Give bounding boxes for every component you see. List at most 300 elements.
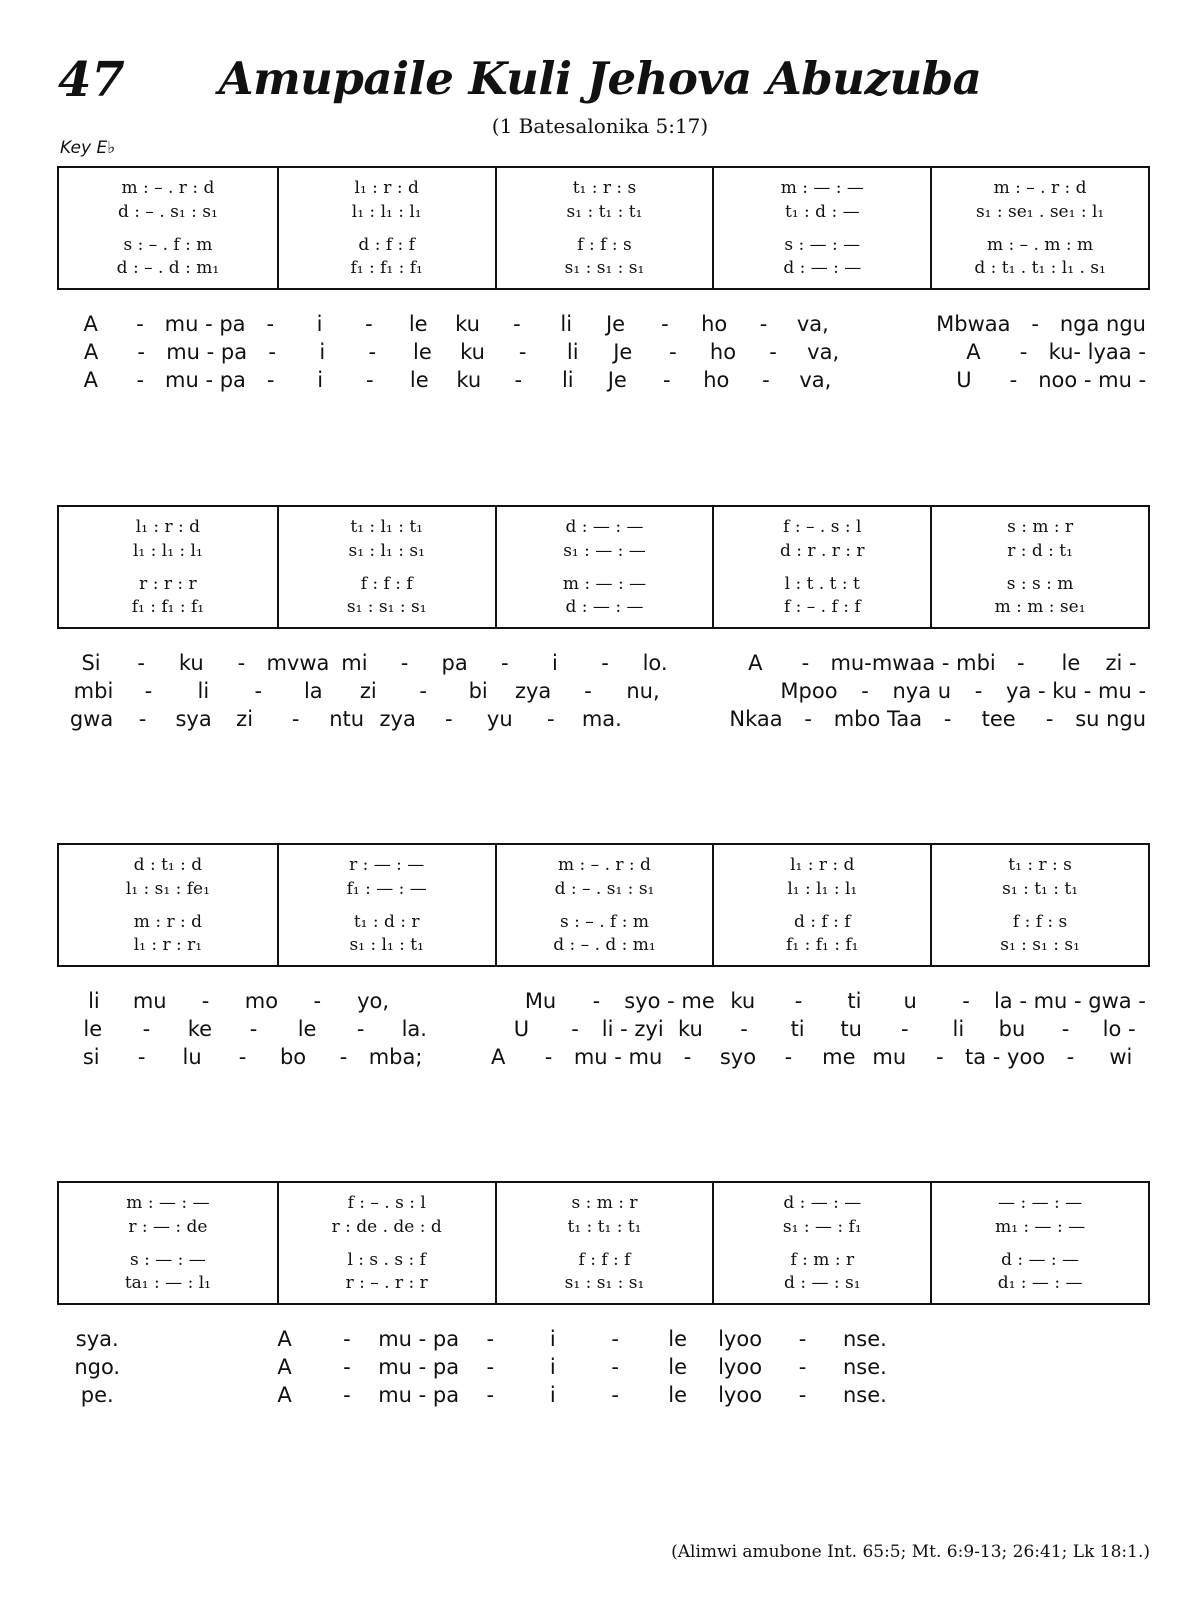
- lyric-line-verse-3: [66, 1383, 1146, 1407]
- solfa-line: d : – . s₁ : s₁: [118, 202, 218, 222]
- lyric-syllable: la - mu - gwa -: [993, 989, 1146, 1013]
- lyric-syllable: mbo Taa: [833, 707, 923, 731]
- lyric-syllable: -: [266, 368, 275, 392]
- lyric-syllable: lyoo: [718, 1355, 763, 1379]
- lyric-syllable: nu,: [626, 679, 660, 703]
- lyric-syllable: -: [611, 1383, 619, 1407]
- lyric-syllable: -: [769, 340, 777, 364]
- measure: [277, 507, 495, 627]
- lyric-syllable: [887, 312, 936, 336]
- lyric-line-verse-3: [66, 707, 1146, 731]
- lyric-syllable: ma.: [581, 707, 622, 731]
- lyric-line-verse-1: [66, 989, 1146, 1013]
- solfa-line: f : – . f : f: [783, 597, 861, 617]
- lyric-syllable: [128, 1327, 190, 1351]
- lyric-syllable: ho: [701, 312, 728, 336]
- lyric-syllable: -: [238, 1045, 247, 1069]
- lyric-syllable: [848, 340, 898, 364]
- lyric-syllable: -: [571, 1017, 579, 1041]
- measure: [930, 507, 1148, 627]
- lyric-syllable: su ngu: [1075, 707, 1147, 731]
- lyric-syllable: -: [137, 1045, 146, 1069]
- measure: [930, 168, 1148, 288]
- lyric-syllable: ku: [460, 340, 485, 364]
- solfa-line: f : f : f: [360, 574, 413, 594]
- lyric-syllable: -: [669, 340, 677, 364]
- lyric-syllable: -: [513, 312, 521, 336]
- solfa-line: f : – . s : l: [347, 1193, 426, 1213]
- solfa-line: s : s : m: [1006, 574, 1074, 594]
- lyric-syllable: A: [277, 1327, 292, 1351]
- solfa-line: r : de . de : d: [331, 1217, 442, 1237]
- lyric-syllable: va,: [796, 312, 829, 336]
- lyric-syllable: nse.: [843, 1383, 887, 1407]
- lyric-syllable: va,: [799, 368, 832, 392]
- lyric-syllable: [457, 989, 513, 1013]
- lyric-syllable: [896, 1355, 958, 1379]
- lyric-syllable: -: [138, 707, 147, 731]
- lyric-syllable: mu: [872, 1045, 907, 1069]
- lyric-syllable: -: [201, 989, 210, 1013]
- lyric-syllable: ho: [703, 368, 730, 392]
- solfa-line: f₁ : — : —: [346, 879, 427, 899]
- lyric-syllable: zya: [379, 707, 416, 731]
- lyric-syllable: i: [551, 651, 558, 675]
- solfa-line: d : — : —: [783, 258, 862, 278]
- lyric-syllable: -: [935, 1045, 944, 1069]
- lyric-syllable: [191, 1355, 253, 1379]
- lyric-syllable: [1083, 1355, 1145, 1379]
- lyric-syllable: yo,: [357, 989, 390, 1013]
- solfa-line: d₁ : — : —: [997, 1273, 1083, 1293]
- measure: [277, 1183, 495, 1303]
- lyric-syllable: [898, 340, 948, 364]
- solfa-line: m : r : d: [133, 912, 202, 932]
- lyric-syllable: Je: [605, 312, 626, 336]
- solfa-line: d : f : f: [794, 912, 851, 932]
- lyric-syllable: si: [82, 1045, 100, 1069]
- lyric-syllable: -: [798, 1327, 807, 1351]
- lyric-syllable: -: [291, 707, 300, 731]
- solfa-line: m : — : —: [780, 178, 864, 198]
- solfa-line: ta₁ : — : l₁: [124, 1273, 211, 1293]
- lyric-syllable: ti: [790, 1017, 805, 1041]
- solfa-line: s : – . f : m: [560, 912, 649, 932]
- lyric-line-verse-2: [66, 679, 1146, 703]
- solfa-line: s : m : r: [571, 1193, 638, 1213]
- lyric-syllable: Je: [613, 340, 633, 364]
- lyric-syllable: tu: [840, 1017, 862, 1041]
- lyric-line-verse-1: [66, 651, 1146, 675]
- lyric-syllable: -: [798, 1383, 807, 1407]
- solfa-line: m : – . r : d: [993, 178, 1087, 198]
- lyric-syllable: -: [740, 1017, 748, 1041]
- lyric-syllable: [959, 1355, 1021, 1379]
- solfa-line: l₁ : r : r₁: [133, 935, 203, 955]
- solfa-line: t₁ : d : r: [353, 912, 420, 932]
- lyric-syllable: mu - mu: [573, 1045, 663, 1069]
- lyric-syllable: noo - mu -: [1038, 368, 1147, 392]
- key-signature: Key E♭: [60, 138, 116, 158]
- solfa-line: f₁ : f₁ : f₁: [350, 258, 423, 278]
- solfa-line: d : f : f: [358, 235, 415, 255]
- solfa-line: s₁ : l₁ : s₁: [348, 541, 425, 561]
- solfa-line: r : — : —: [349, 855, 425, 875]
- lyric-syllable: nya u: [892, 679, 952, 703]
- lyric-syllable: mi: [341, 651, 368, 675]
- measure: [930, 845, 1148, 965]
- lyric-syllable: bo: [279, 1045, 307, 1069]
- lyric-syllable: A: [83, 368, 98, 392]
- solfa-line: r : — : de: [128, 1217, 208, 1237]
- lyric-syllable: le: [408, 312, 428, 336]
- lyric-syllable: pe.: [80, 1383, 114, 1407]
- lyric-syllable: [670, 679, 725, 703]
- measure: [495, 168, 713, 288]
- lyric-syllable: [1021, 1327, 1083, 1351]
- lyric-syllable: -: [661, 312, 669, 336]
- solfa-line: l₁ : l₁ : l₁: [132, 541, 203, 561]
- lyric-syllable: Mbwaa: [936, 312, 1011, 336]
- lyric-syllable: mbi: [73, 679, 114, 703]
- lyric-syllable: -: [518, 340, 527, 364]
- solfa-line: t₁ : r : s: [572, 178, 637, 198]
- lyric-syllable: Si: [81, 651, 101, 675]
- solfa-line: t₁ : r : s: [1008, 855, 1072, 875]
- solfa-line: l₁ : l₁ : l₁: [351, 202, 422, 222]
- measure: [712, 845, 930, 965]
- solfa-line: s₁ : s₁ : s₁: [564, 1273, 645, 1293]
- lyric-syllable: -: [974, 679, 983, 703]
- lyric-syllable: me: [822, 1045, 856, 1069]
- lyric-syllable: ku: [678, 1017, 703, 1041]
- lyric-syllable: [401, 989, 457, 1013]
- lyric-syllable: -: [136, 368, 145, 392]
- lyric-syllable: [128, 1383, 190, 1407]
- lyric-syllable: ti: [847, 989, 862, 1013]
- lyric-syllable: i: [549, 1327, 556, 1351]
- lyric-syllable: i: [549, 1383, 556, 1407]
- lyric-syllable: -: [762, 368, 770, 392]
- solfa-line: d : t₁ . t₁ : l₁ . s₁: [974, 258, 1106, 278]
- lyric-syllable: tee: [981, 707, 1016, 731]
- lyric-syllable: mu - pa: [378, 1355, 460, 1379]
- lyric-syllable: -: [663, 368, 671, 392]
- lyric-syllable: ku: [456, 368, 482, 392]
- lyric-syllable: -: [1066, 1045, 1075, 1069]
- lyric-syllable: li: [197, 679, 210, 703]
- solfa-line: m : — : —: [126, 1193, 210, 1213]
- lyric-syllable: i: [319, 340, 326, 364]
- lyric-syllable: -: [601, 651, 609, 675]
- solfa-line: s₁ : t₁ : t₁: [566, 202, 643, 222]
- lyric-syllable: [959, 1383, 1021, 1407]
- lyric-syllable: ku: [730, 989, 756, 1013]
- lyric-syllable: -: [144, 679, 153, 703]
- lyric-syllable: ke: [187, 1017, 213, 1041]
- lyric-syllable: mvwa: [266, 651, 330, 675]
- solfa-line: l₁ : r : d: [790, 855, 855, 875]
- solfa-line: l₁ : r : d: [354, 178, 419, 198]
- solfa-line: s₁ : t₁ : t₁: [1002, 879, 1079, 899]
- lyric-syllable: -: [343, 1327, 351, 1351]
- lyric-syllable: i: [317, 368, 324, 392]
- lyric-syllable: ya - ku - mu -: [1006, 679, 1147, 703]
- lyric-syllable: ku: [178, 651, 204, 675]
- lyric-syllable: A: [83, 340, 99, 364]
- lyric-syllable: nga ngu: [1059, 312, 1146, 336]
- lyric-line-verse-1: [66, 1327, 1146, 1351]
- lyric-syllable: [191, 1327, 253, 1351]
- lyric-syllable: Mpoo: [780, 679, 838, 703]
- measure: [277, 168, 495, 288]
- song-title: Amupaile Kuli Jehova Abuzuba: [218, 52, 982, 105]
- solfa-line: l : t . t : t: [784, 574, 860, 594]
- lyric-syllable: -: [254, 679, 263, 703]
- lyric-syllable: bi: [468, 679, 488, 703]
- lyric-syllable: syo - me: [624, 989, 715, 1013]
- solfa-line: r : r : r: [139, 574, 197, 594]
- lyric-syllable: le: [668, 1383, 687, 1407]
- lyric-syllable: lu: [182, 1045, 202, 1069]
- lyric-syllable: A: [966, 340, 981, 364]
- lyric-syllable: le: [668, 1327, 687, 1351]
- lyric-syllable: -: [611, 1355, 619, 1379]
- lyric-syllable: A: [490, 1045, 506, 1069]
- lyric-syllable: li: [560, 312, 573, 336]
- lyric-syllable: -: [500, 651, 509, 675]
- solfa-line: d : – . d : m₁: [553, 935, 656, 955]
- lyric-syllable: -: [1017, 651, 1025, 675]
- lyric-syllable: mu-mwaa - mbi: [830, 651, 996, 675]
- lyric-syllable: -: [268, 340, 276, 364]
- lyric-syllable: va,: [807, 340, 840, 364]
- solfa-line: f₁ : f₁ : f₁: [786, 935, 859, 955]
- lyric-syllable: le: [668, 1355, 687, 1379]
- lyric-syllable: A: [277, 1355, 292, 1379]
- solfa-line: m : — : —: [562, 574, 647, 594]
- lyric-syllable: Mu: [524, 989, 557, 1013]
- solfa-line: t₁ : t₁ : t₁: [567, 1217, 642, 1237]
- lyric-syllable: -: [1061, 1017, 1070, 1041]
- lyric-syllable: i: [549, 1355, 556, 1379]
- lyric-syllable: -: [142, 1017, 151, 1041]
- lyric-syllable: mu - pa: [165, 368, 246, 392]
- lyric-syllable: sya.: [75, 1327, 119, 1351]
- lyric-syllable: -: [611, 1327, 619, 1351]
- lyric-syllable: -: [486, 1327, 495, 1351]
- scripture-reference: (1 Batesalonika 5:17): [491, 114, 709, 138]
- lyric-syllable: -: [486, 1355, 495, 1379]
- solfa-line: s₁ : — : f₁: [782, 1217, 862, 1237]
- measure: [495, 507, 713, 627]
- solfa-line: s : – . f : m: [123, 235, 213, 255]
- lyric-syllable: -: [365, 312, 373, 336]
- lyric-syllable: -: [486, 1383, 495, 1407]
- lyric-syllable: zya: [514, 679, 552, 703]
- lyric-syllable: -: [784, 1045, 793, 1069]
- solfa-line: t₁ : l₁ : t₁: [350, 517, 423, 537]
- solfa-line: s₁ : se₁ . se₁ : l₁: [975, 202, 1105, 222]
- solfa-line: s₁ : s₁ : s₁: [564, 258, 645, 278]
- lyric-syllable: Nkaa: [729, 707, 783, 731]
- lyric-syllable: wi: [1109, 1045, 1133, 1069]
- measure: [59, 1183, 277, 1303]
- lyric-syllable: -: [400, 651, 409, 675]
- lyric-syllable: li: [952, 1017, 965, 1041]
- lyric-syllable: Je: [607, 368, 627, 392]
- lyric-line-verse-3: [66, 368, 1146, 392]
- solfa-line: s₁ : l₁ : t₁: [349, 935, 424, 955]
- notation-staff: [57, 1181, 1150, 1305]
- lyric-syllable: [678, 707, 729, 731]
- lyric-syllable: -: [136, 312, 144, 336]
- measure: [495, 845, 713, 965]
- lyric-syllable: [896, 1327, 958, 1351]
- lyric-syllable: li - zyi: [601, 1017, 664, 1041]
- lyric-syllable: yu: [486, 707, 513, 731]
- lyric-syllable: [680, 651, 730, 675]
- solfa-line: d : — : —: [1001, 1250, 1080, 1270]
- lyric-syllable: ku: [455, 312, 480, 336]
- lyric-syllable: mu: [132, 989, 167, 1013]
- notation-staff: [57, 166, 1150, 290]
- solfa-line: s₁ : s₁ : s₁: [346, 597, 427, 617]
- lyric-syllable: lyoo: [718, 1327, 763, 1351]
- solfa-line: s : — : —: [130, 1250, 206, 1270]
- lyric-syllable: li: [88, 989, 100, 1013]
- lyric-syllable: -: [962, 989, 970, 1013]
- solfa-line: s : — : —: [784, 235, 861, 255]
- lyric-syllable: -: [444, 707, 453, 731]
- lyric-syllable: [128, 1355, 190, 1379]
- lyric-syllable: li: [566, 340, 579, 364]
- solfa-line: d : — : —: [565, 517, 644, 537]
- lyric-syllable: -: [313, 989, 322, 1013]
- lyric-syllable: A: [748, 651, 763, 675]
- lyric-syllable: le: [297, 1017, 317, 1041]
- lyric-syllable: -: [801, 651, 810, 675]
- measure: [712, 507, 930, 627]
- lyric-syllable: la.: [401, 1017, 427, 1041]
- lyric-syllable: nse.: [843, 1327, 887, 1351]
- lyric-syllable: mu - pa: [378, 1327, 460, 1351]
- lyric-syllable: [1021, 1355, 1083, 1379]
- lyric-syllable: -: [365, 368, 374, 392]
- lyric-syllable: le: [1061, 651, 1081, 675]
- solfa-line: r : – . r : r: [345, 1273, 428, 1293]
- lyric-syllable: -: [339, 1045, 348, 1069]
- solfa-line: d : t₁ : d: [133, 855, 203, 875]
- lyric-syllable: bu: [998, 1017, 1026, 1041]
- lyric-syllable: le: [409, 368, 429, 392]
- lyric-syllable: pa: [441, 651, 468, 675]
- measure: [59, 507, 277, 627]
- lyric-line-verse-2: [66, 1355, 1146, 1379]
- solfa-line: s : m : r: [1007, 517, 1074, 537]
- solfa-line: s₁ : — : —: [563, 541, 646, 561]
- lyric-syllable: -: [804, 707, 812, 731]
- solfa-line: r : d : t₁: [1007, 541, 1073, 561]
- lyric-syllable: -: [137, 651, 145, 675]
- lyric-syllable: -: [584, 679, 592, 703]
- lyric-syllable: -: [547, 707, 555, 731]
- lyric-syllable: -: [356, 1017, 365, 1041]
- solfa-line: f : f : s: [577, 235, 632, 255]
- lyric-syllable: sya: [175, 707, 212, 731]
- lyric-syllable: [441, 1017, 495, 1041]
- lyric-syllable: mba;: [368, 1045, 423, 1069]
- solfa-line: f : – . s : l: [783, 517, 862, 537]
- measure: [277, 845, 495, 965]
- solfa-line: l₁ : r : d: [135, 517, 201, 537]
- lyric-syllable: -: [1009, 368, 1018, 392]
- solfa-line: f : f : s: [1012, 912, 1068, 932]
- lyric-syllable: [725, 679, 780, 703]
- notation-staff: [57, 505, 1150, 629]
- lyric-syllable: mu - pa: [166, 340, 248, 364]
- lyric-syllable: -: [943, 707, 952, 731]
- lyric-syllable: -: [266, 312, 275, 336]
- solfa-line: m : – . m : m: [987, 235, 1094, 255]
- lyric-syllable: A: [277, 1383, 292, 1407]
- solfa-line: d : — : —: [783, 1193, 862, 1213]
- solfa-line: t₁ : d : —: [784, 202, 860, 222]
- lyric-line-verse-3: [66, 1045, 1146, 1069]
- measure: [495, 1183, 713, 1303]
- lyric-syllable: mo: [244, 989, 279, 1013]
- solfa-line: d : — : s₁: [784, 1273, 861, 1293]
- solfa-line: f₁ : f₁ : f₁: [131, 597, 205, 617]
- lyric-syllable: ku- lyaa -: [1048, 340, 1146, 364]
- lyric-syllable: -: [592, 989, 601, 1013]
- lyric-syllable: -: [249, 1017, 258, 1041]
- solfa-line: m : m : se₁: [994, 597, 1086, 617]
- notation-staff: [57, 843, 1150, 967]
- lyric-syllable: syo: [719, 1045, 757, 1069]
- lyric-syllable: ho: [709, 340, 737, 364]
- lyric-syllable: -: [759, 312, 768, 336]
- lyric-syllable: [422, 1045, 472, 1069]
- lyric-syllable: U: [513, 1017, 530, 1041]
- lyric-syllable: [1083, 1383, 1145, 1407]
- measure: [712, 168, 930, 288]
- lyric-syllable: -: [343, 1383, 351, 1407]
- lyric-syllable: zi: [236, 707, 254, 731]
- measure: [59, 168, 277, 288]
- lyric-syllable: -: [514, 368, 523, 392]
- lyric-syllable: [890, 368, 940, 392]
- lyric-line-verse-2: [66, 1017, 1146, 1041]
- lyric-syllable: ta - yoo: [965, 1045, 1046, 1069]
- solfa-line: m : – . r : d: [121, 178, 215, 198]
- lyric-syllable: mu - pa: [378, 1383, 460, 1407]
- lyric-syllable: mu - pa: [164, 312, 246, 336]
- lyric-syllable: ntu: [329, 707, 365, 731]
- solfa-line: m : – . r : d: [558, 855, 651, 875]
- lyric-syllable: -: [544, 1045, 553, 1069]
- lyric-syllable: -: [1031, 312, 1039, 336]
- lyric-syllable: ngo.: [74, 1355, 121, 1379]
- lyric-syllable: zi -: [1105, 651, 1137, 675]
- lyric-syllable: li: [561, 368, 574, 392]
- lyric-syllable: zi: [359, 679, 377, 703]
- lyric-syllable: -: [798, 1355, 807, 1379]
- solfa-line: f : m : r: [790, 1250, 855, 1270]
- measure: [712, 1183, 930, 1303]
- lyric-syllable: -: [1019, 340, 1028, 364]
- solfa-line: l₁ : l₁ : l₁: [787, 879, 858, 899]
